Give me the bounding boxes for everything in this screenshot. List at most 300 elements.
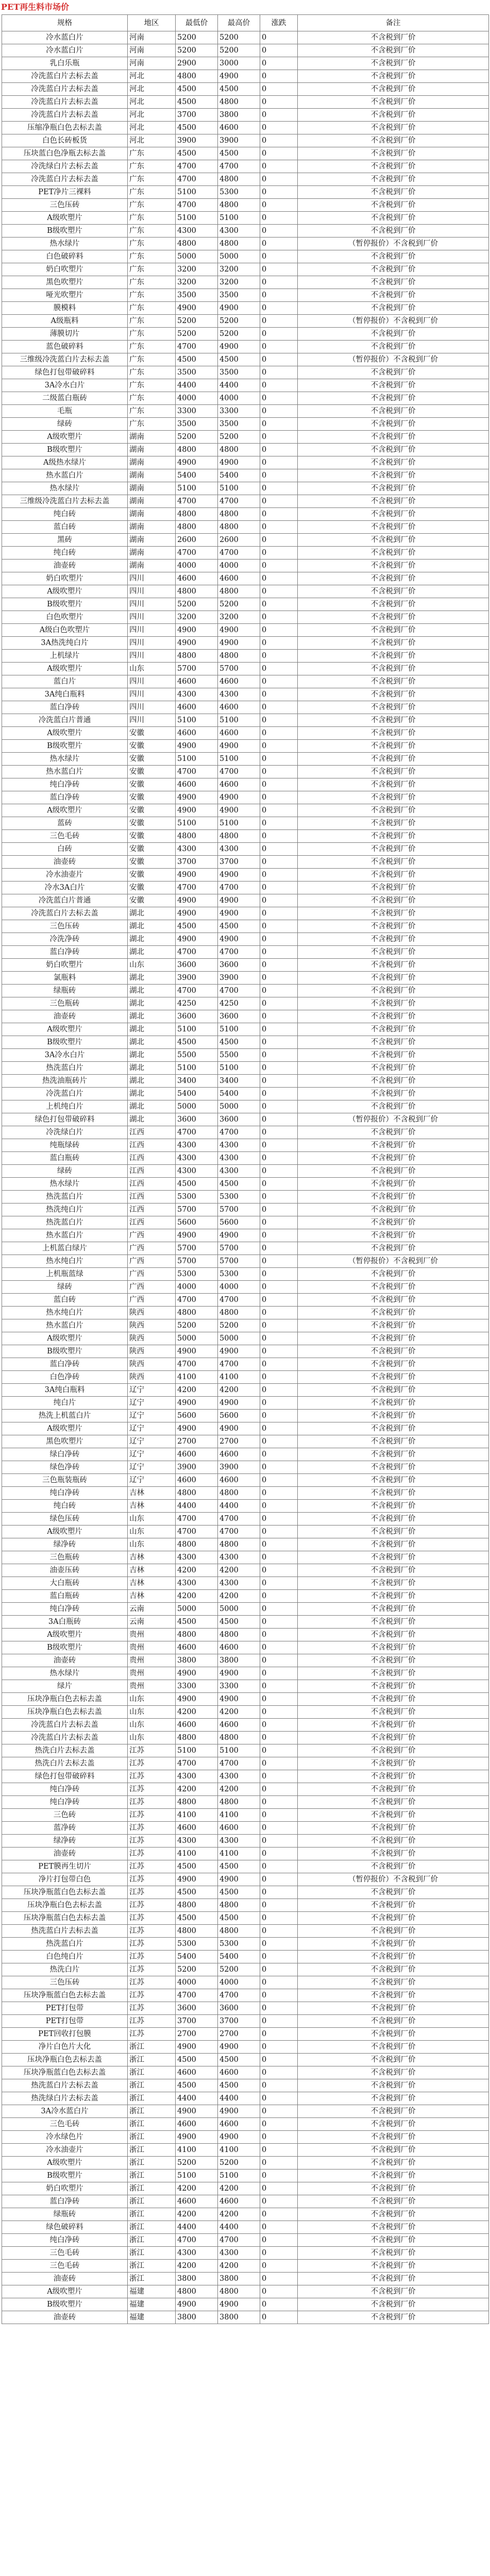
cell-region: 江苏 [128, 1873, 176, 1886]
cell-max-price: 4300 [218, 1165, 260, 1178]
cell-max-price: 4900 [218, 456, 260, 469]
cell-change: 0 [260, 109, 298, 122]
cell-max-price: 4600 [218, 122, 260, 134]
table-row [2, 766, 489, 778]
cell-region: 四川 [128, 675, 176, 688]
table-row [2, 315, 489, 328]
cell-note: 不含税到厂价 [298, 972, 489, 985]
cell-note: 不含税到厂价 [298, 1178, 489, 1191]
cell-min-price: 4700 [176, 946, 218, 959]
cell-region: 浙江 [128, 2221, 176, 2234]
cell-max-price: 4900 [218, 933, 260, 946]
table-row [2, 1641, 489, 1654]
cell-max-price: 4800 [218, 585, 260, 598]
cell-max-price: 4900 [218, 341, 260, 353]
cell-note: 不含税到厂价 [298, 1242, 489, 1255]
cell-max-price: 4400 [218, 379, 260, 392]
table-row [2, 418, 489, 431]
cell-min-price: 3700 [176, 856, 218, 869]
cell-note: 不含税到厂价 [298, 2131, 489, 2144]
table-row [2, 1332, 489, 1345]
cell-note: 不含税到厂价 [298, 1100, 489, 1113]
cell-spec: 蓝净砖 [2, 1822, 128, 1835]
table-row [2, 134, 489, 147]
cell-region: 江苏 [128, 1860, 176, 1873]
cell-region: 浙江 [128, 2092, 176, 2105]
table-row [2, 1126, 489, 1139]
cell-note: 不含税到厂价 [298, 1719, 489, 1732]
table-row [2, 688, 489, 701]
cell-region: 浙江 [128, 2182, 176, 2195]
cell-note: 不含税到厂价 [298, 985, 489, 997]
table-row [2, 1062, 489, 1075]
cell-max-price: 3400 [218, 1075, 260, 1088]
cell-change: 0 [260, 1088, 298, 1100]
cell-min-price: 4900 [176, 740, 218, 753]
cell-region: 陕西 [128, 1345, 176, 1358]
cell-spec: 白色纯白片 [2, 1951, 128, 1963]
cell-note: 不含税到厂价 [298, 1757, 489, 1770]
cell-max-price: 3800 [218, 1654, 260, 1667]
cell-spec: B级吹塑片 [2, 1641, 128, 1654]
cell-spec: 三色砖 [2, 1809, 128, 1822]
cell-note: 不含税到厂价 [298, 753, 489, 766]
cell-min-price: 3700 [176, 2015, 218, 2028]
cell-max-price: 5200 [218, 2157, 260, 2170]
cell-note: 不含税到厂价 [298, 2054, 489, 2066]
cell-min-price: 4900 [176, 1422, 218, 1435]
table-row [2, 2170, 489, 2182]
cell-max-price: 4000 [218, 1976, 260, 1989]
cell-region: 浙江 [128, 2079, 176, 2092]
cell-max-price: 4600 [218, 2195, 260, 2208]
cell-change: 0 [260, 791, 298, 804]
cell-change: 0 [260, 392, 298, 405]
cell-spec: 3A白瓶砖 [2, 1616, 128, 1629]
cell-min-price: 4100 [176, 1809, 218, 1822]
cell-change: 0 [260, 740, 298, 753]
cell-max-price: 3500 [218, 418, 260, 431]
cell-region: 湖北 [128, 1062, 176, 1075]
cell-note: 不含税到厂价 [298, 31, 489, 44]
cell-spec: A级吹塑片 [2, 1629, 128, 1641]
cell-min-price: 4600 [176, 572, 218, 585]
cell-change: 0 [260, 1281, 298, 1294]
cell-region: 江苏 [128, 1770, 176, 1783]
cell-max-price: 4800 [218, 199, 260, 212]
cell-min-price: 4700 [176, 2234, 218, 2247]
cell-region: 广东 [128, 328, 176, 341]
cell-note: 不含税到厂价 [298, 2144, 489, 2157]
cell-min-price: 3800 [176, 2273, 218, 2285]
cell-spec: 热洗绿白片去标去盖 [2, 2092, 128, 2105]
cell-change: 0 [260, 2118, 298, 2131]
cell-max-price: 4500 [218, 1912, 260, 1925]
cell-region: 云南 [128, 1616, 176, 1629]
cell-spec: 油壶砖 [2, 560, 128, 572]
cell-change: 0 [260, 1049, 298, 1062]
cell-spec: 冷洗蓝白片去标去盖 [2, 1732, 128, 1744]
cell-change: 0 [260, 328, 298, 341]
cell-spec: 奶白吹塑片 [2, 959, 128, 972]
cell-note: 不含税到厂价 [298, 2105, 489, 2118]
cell-min-price: 2700 [176, 1435, 218, 1448]
table-row [2, 212, 489, 225]
cell-change: 0 [260, 173, 298, 186]
cell-spec: 白色吹塑片 [2, 611, 128, 624]
cell-max-price: 4900 [218, 804, 260, 817]
table-row [2, 2092, 489, 2105]
cell-change: 0 [260, 1229, 298, 1242]
table-row [2, 1178, 489, 1191]
cell-note: 不含税到厂价 [298, 1049, 489, 1062]
cell-region: 湖北 [128, 972, 176, 985]
cell-region: 江苏 [128, 1899, 176, 1912]
cell-min-price: 4300 [176, 1577, 218, 1590]
table-row [2, 521, 489, 534]
table-row [2, 1963, 489, 1976]
table-row [2, 2247, 489, 2260]
cell-min-price: 4500 [176, 96, 218, 109]
cell-region: 湖南 [128, 482, 176, 495]
cell-region: 江西 [128, 1152, 176, 1165]
cell-min-price: 4700 [176, 495, 218, 508]
cell-max-price: 4900 [218, 1345, 260, 1358]
cell-note: 不含税到厂价 [298, 611, 489, 624]
table-row [2, 1113, 489, 1126]
cell-max-price: 5200 [218, 31, 260, 44]
cell-change: 0 [260, 1474, 298, 1487]
cell-min-price: 4900 [176, 1667, 218, 1680]
cell-min-price: 3800 [176, 1654, 218, 1667]
cell-min-price: 4600 [176, 1641, 218, 1654]
cell-max-price: 5200 [218, 1963, 260, 1976]
cell-change: 0 [260, 688, 298, 701]
cell-region: 浙江 [128, 2170, 176, 2182]
cell-region: 广东 [128, 418, 176, 431]
cell-max-price: 4000 [218, 392, 260, 405]
cell-spec: 绿砖 [2, 1281, 128, 1294]
cell-note: 不含税到厂价 [298, 495, 489, 508]
cell-spec: 热洗上机蓝白片 [2, 1410, 128, 1422]
cell-max-price: 4900 [218, 869, 260, 882]
cell-change: 0 [260, 1603, 298, 1616]
cell-spec: A级吹塑片 [2, 431, 128, 444]
cell-min-price: 4800 [176, 1538, 218, 1551]
cell-spec: A级吹塑片 [2, 663, 128, 675]
cell-spec: 白色破碎料 [2, 250, 128, 263]
cell-max-price: 4900 [218, 624, 260, 637]
cell-spec: 上机瓶蓝绿 [2, 1268, 128, 1281]
cell-spec: 三色瓶装瓶砖 [2, 1474, 128, 1487]
cell-region: 广东 [128, 160, 176, 173]
cell-note: 不含税到厂价 [298, 1345, 489, 1358]
table-row [2, 1371, 489, 1384]
cell-note: 不含税到厂价 [298, 714, 489, 727]
table-row [2, 1165, 489, 1178]
cell-max-price: 4300 [218, 843, 260, 856]
table-row [2, 753, 489, 766]
cell-note: 不含税到厂价 [298, 560, 489, 572]
table-row [2, 959, 489, 972]
cell-region: 广东 [128, 147, 176, 160]
cell-change: 0 [260, 675, 298, 688]
header-min-price: 最低价 [176, 15, 218, 31]
cell-region: 安徽 [128, 830, 176, 843]
cell-min-price: 4900 [176, 804, 218, 817]
cell-spec: 蓝色破碎料 [2, 341, 128, 353]
cell-max-price: 4200 [218, 1783, 260, 1796]
cell-change: 0 [260, 1307, 298, 1319]
cell-spec: 油壶砖 [2, 2311, 128, 2324]
cell-note: 不含税到厂价 [298, 959, 489, 972]
cell-max-price: 4900 [218, 2041, 260, 2054]
cell-note: 不含税到厂价 [298, 1500, 489, 1513]
cell-note: 不含税到厂价 [298, 650, 489, 663]
cell-change: 0 [260, 521, 298, 534]
cell-change: 0 [260, 1783, 298, 1796]
cell-note: 不含税到厂价 [298, 830, 489, 843]
cell-spec: 冷洗净砖 [2, 933, 128, 946]
cell-change: 0 [260, 379, 298, 392]
cell-spec: 冷洗蓝白片去标去盖 [2, 96, 128, 109]
cell-change: 0 [260, 933, 298, 946]
cell-change: 0 [260, 31, 298, 44]
cell-max-price: 4600 [218, 1822, 260, 1835]
cell-region: 广东 [128, 341, 176, 353]
cell-region: 江西 [128, 1178, 176, 1191]
table-row [2, 1049, 489, 1062]
cell-spec: 白色长砖板货 [2, 134, 128, 147]
cell-note: 不含税到厂价 [298, 469, 489, 482]
cell-spec: 冷洗蓝白片去标去盖 [2, 907, 128, 920]
cell-max-price: 4300 [218, 2247, 260, 2260]
cell-spec: 上机蓝白绿片 [2, 1242, 128, 1255]
cell-max-price: 4700 [218, 495, 260, 508]
cell-region: 安徽 [128, 753, 176, 766]
cell-note: 不含税到厂价 [298, 1886, 489, 1899]
cell-change: 0 [260, 1757, 298, 1770]
cell-max-price: 5300 [218, 1191, 260, 1204]
table-row [2, 1307, 489, 1319]
cell-note: 不含税到厂价 [298, 1075, 489, 1088]
cell-note: 不含税到厂价 [298, 1410, 489, 1422]
table-row [2, 663, 489, 675]
cell-spec: 冷洗蓝白片去标去盖 [2, 109, 128, 122]
cell-note: 不含税到厂价 [298, 2285, 489, 2298]
cell-spec: 冷水蓝白片 [2, 44, 128, 57]
cell-region: 福建 [128, 2311, 176, 2324]
table-row [2, 1744, 489, 1757]
cell-min-price: 4000 [176, 1281, 218, 1294]
cell-max-price: 4700 [218, 946, 260, 959]
cell-change: 0 [260, 1796, 298, 1809]
cell-spec: A级吹塑片 [2, 1332, 128, 1345]
cell-spec: PET打包带 [2, 2015, 128, 2028]
cell-min-price: 4900 [176, 907, 218, 920]
cell-region: 湖北 [128, 1075, 176, 1088]
cell-spec: 纯白净砖 [2, 2234, 128, 2247]
cell-change: 0 [260, 302, 298, 315]
cell-spec: 3A热洗纯白片 [2, 637, 128, 650]
cell-max-price: 4800 [218, 444, 260, 456]
cell-change: 0 [260, 2182, 298, 2195]
cell-change: 0 [260, 276, 298, 289]
cell-region: 辽宁 [128, 1397, 176, 1410]
cell-min-price: 4500 [176, 122, 218, 134]
cell-note: 不含税到厂价 [298, 637, 489, 650]
table-row [2, 379, 489, 392]
cell-change: 0 [260, 1242, 298, 1255]
cell-max-price: 4700 [218, 882, 260, 894]
cell-note: 不含税到厂价 [298, 2273, 489, 2285]
table-row [2, 1873, 489, 1886]
cell-region: 广东 [128, 199, 176, 212]
table-row [2, 2221, 489, 2234]
table-row [2, 225, 489, 238]
cell-spec: 绿色净砖 [2, 1461, 128, 1474]
cell-max-price: 5400 [218, 1951, 260, 1963]
cell-max-price: 4700 [218, 1294, 260, 1307]
cell-spec: 热洗白片去标去盖 [2, 1757, 128, 1770]
cell-min-price: 4900 [176, 2131, 218, 2144]
cell-min-price: 4900 [176, 1345, 218, 1358]
cell-max-price: 4700 [218, 160, 260, 173]
table-row [2, 1899, 489, 1912]
cell-min-price: 4000 [176, 392, 218, 405]
cell-region: 云南 [128, 1603, 176, 1616]
cell-note: 不含税到厂价 [298, 2298, 489, 2311]
cell-note: 不含税到厂价 [298, 2002, 489, 2015]
cell-max-price: 4800 [218, 1925, 260, 1938]
cell-max-price: 5300 [218, 1938, 260, 1951]
cell-max-price: 4800 [218, 508, 260, 521]
cell-min-price: 4500 [176, 353, 218, 366]
cell-region: 广东 [128, 366, 176, 379]
table-row [2, 1976, 489, 1989]
cell-max-price: 5500 [218, 1049, 260, 1062]
cell-note: 不含税到厂价 [298, 1951, 489, 1963]
cell-max-price: 4800 [218, 830, 260, 843]
cell-note: 不含税到厂价 [298, 199, 489, 212]
cell-change: 0 [260, 1693, 298, 1706]
table-row [2, 173, 489, 186]
cell-max-price: 4600 [218, 727, 260, 740]
cell-region: 江苏 [128, 1848, 176, 1860]
cell-min-price: 4500 [176, 2054, 218, 2066]
cell-max-price: 4800 [218, 1796, 260, 1809]
cell-min-price: 5100 [176, 817, 218, 830]
cell-change: 0 [260, 766, 298, 778]
cell-change: 0 [260, 1706, 298, 1719]
cell-region: 江苏 [128, 1976, 176, 1989]
table-row [2, 1912, 489, 1925]
table-row [2, 431, 489, 444]
cell-max-price: 4500 [218, 1860, 260, 1873]
cell-spec: 冷洗蓝白片去标去盖 [2, 70, 128, 83]
cell-spec: 压块净瓶白色去标去盖 [2, 1693, 128, 1706]
cell-change: 0 [260, 1577, 298, 1590]
cell-max-price: 4900 [218, 637, 260, 650]
cell-min-price: 5100 [176, 714, 218, 727]
cell-change: 0 [260, 160, 298, 173]
cell-change: 0 [260, 714, 298, 727]
cell-spec: 冷水油壶片 [2, 869, 128, 882]
cell-spec: 3A冷水蓝白片 [2, 2105, 128, 2118]
cell-spec: 冷洗蓝白片去标去盖 [2, 173, 128, 186]
cell-region: 湖北 [128, 997, 176, 1010]
cell-min-price: 5400 [176, 1088, 218, 1100]
cell-min-price: 4800 [176, 1899, 218, 1912]
cell-change: 0 [260, 1616, 298, 1629]
cell-max-price: 3700 [218, 856, 260, 869]
cell-change: 0 [260, 2260, 298, 2273]
cell-note: 不含税到厂价 [298, 1526, 489, 1538]
cell-region: 湖南 [128, 456, 176, 469]
cell-change: 0 [260, 1152, 298, 1165]
table-row [2, 1345, 489, 1358]
cell-max-price: 3900 [218, 134, 260, 147]
cell-max-price: 4500 [218, 2079, 260, 2092]
table-row [2, 57, 489, 70]
cell-spec: A级吹塑片 [2, 804, 128, 817]
cell-max-price: 3900 [218, 1461, 260, 1474]
table-row [2, 1886, 489, 1899]
cell-min-price: 4400 [176, 379, 218, 392]
cell-min-price: 5100 [176, 753, 218, 766]
cell-min-price: 3600 [176, 1113, 218, 1126]
table-row [2, 1294, 489, 1307]
cell-spec: 热洗白片 [2, 1963, 128, 1976]
table-row [2, 1951, 489, 1963]
cell-max-price: 3800 [218, 2311, 260, 2324]
cell-max-price: 5700 [218, 1242, 260, 1255]
cell-region: 安徽 [128, 804, 176, 817]
table-row [2, 598, 489, 611]
cell-note: 不含税到厂价 [298, 1126, 489, 1139]
cell-max-price: 4600 [218, 1474, 260, 1487]
cell-region: 江苏 [128, 1963, 176, 1976]
cell-spec: 三维级冷洗蓝白片去标去盖 [2, 495, 128, 508]
cell-region: 湖北 [128, 1023, 176, 1036]
cell-region: 江苏 [128, 2028, 176, 2041]
cell-spec: B级吹塑片 [2, 598, 128, 611]
cell-max-price: 3200 [218, 611, 260, 624]
cell-note: 不含税到厂价 [298, 585, 489, 598]
cell-note: 不含税到厂价 [298, 1294, 489, 1307]
table-row [2, 1448, 489, 1461]
cell-spec: PET回收打包膜 [2, 2028, 128, 2041]
cell-change: 0 [260, 2041, 298, 2054]
cell-region: 浙江 [128, 2105, 176, 2118]
page-title: PET再生料市场价 [1, 2, 70, 12]
cell-region: 山东 [128, 1706, 176, 1719]
cell-region: 山东 [128, 1693, 176, 1706]
cell-max-price: 4600 [218, 572, 260, 585]
cell-min-price: 4800 [176, 585, 218, 598]
cell-change: 0 [260, 1487, 298, 1500]
cell-region: 广东 [128, 379, 176, 392]
cell-min-price: 4500 [176, 1036, 218, 1049]
cell-min-price: 4900 [176, 2105, 218, 2118]
table-row [2, 2028, 489, 2041]
cell-note: 不含税到厂价 [298, 907, 489, 920]
table-row [2, 1938, 489, 1951]
table-row [2, 147, 489, 160]
cell-min-price: 4300 [176, 1770, 218, 1783]
cell-note: 不含税到厂价 [298, 1835, 489, 1848]
cell-min-price: 4500 [176, 1860, 218, 1873]
